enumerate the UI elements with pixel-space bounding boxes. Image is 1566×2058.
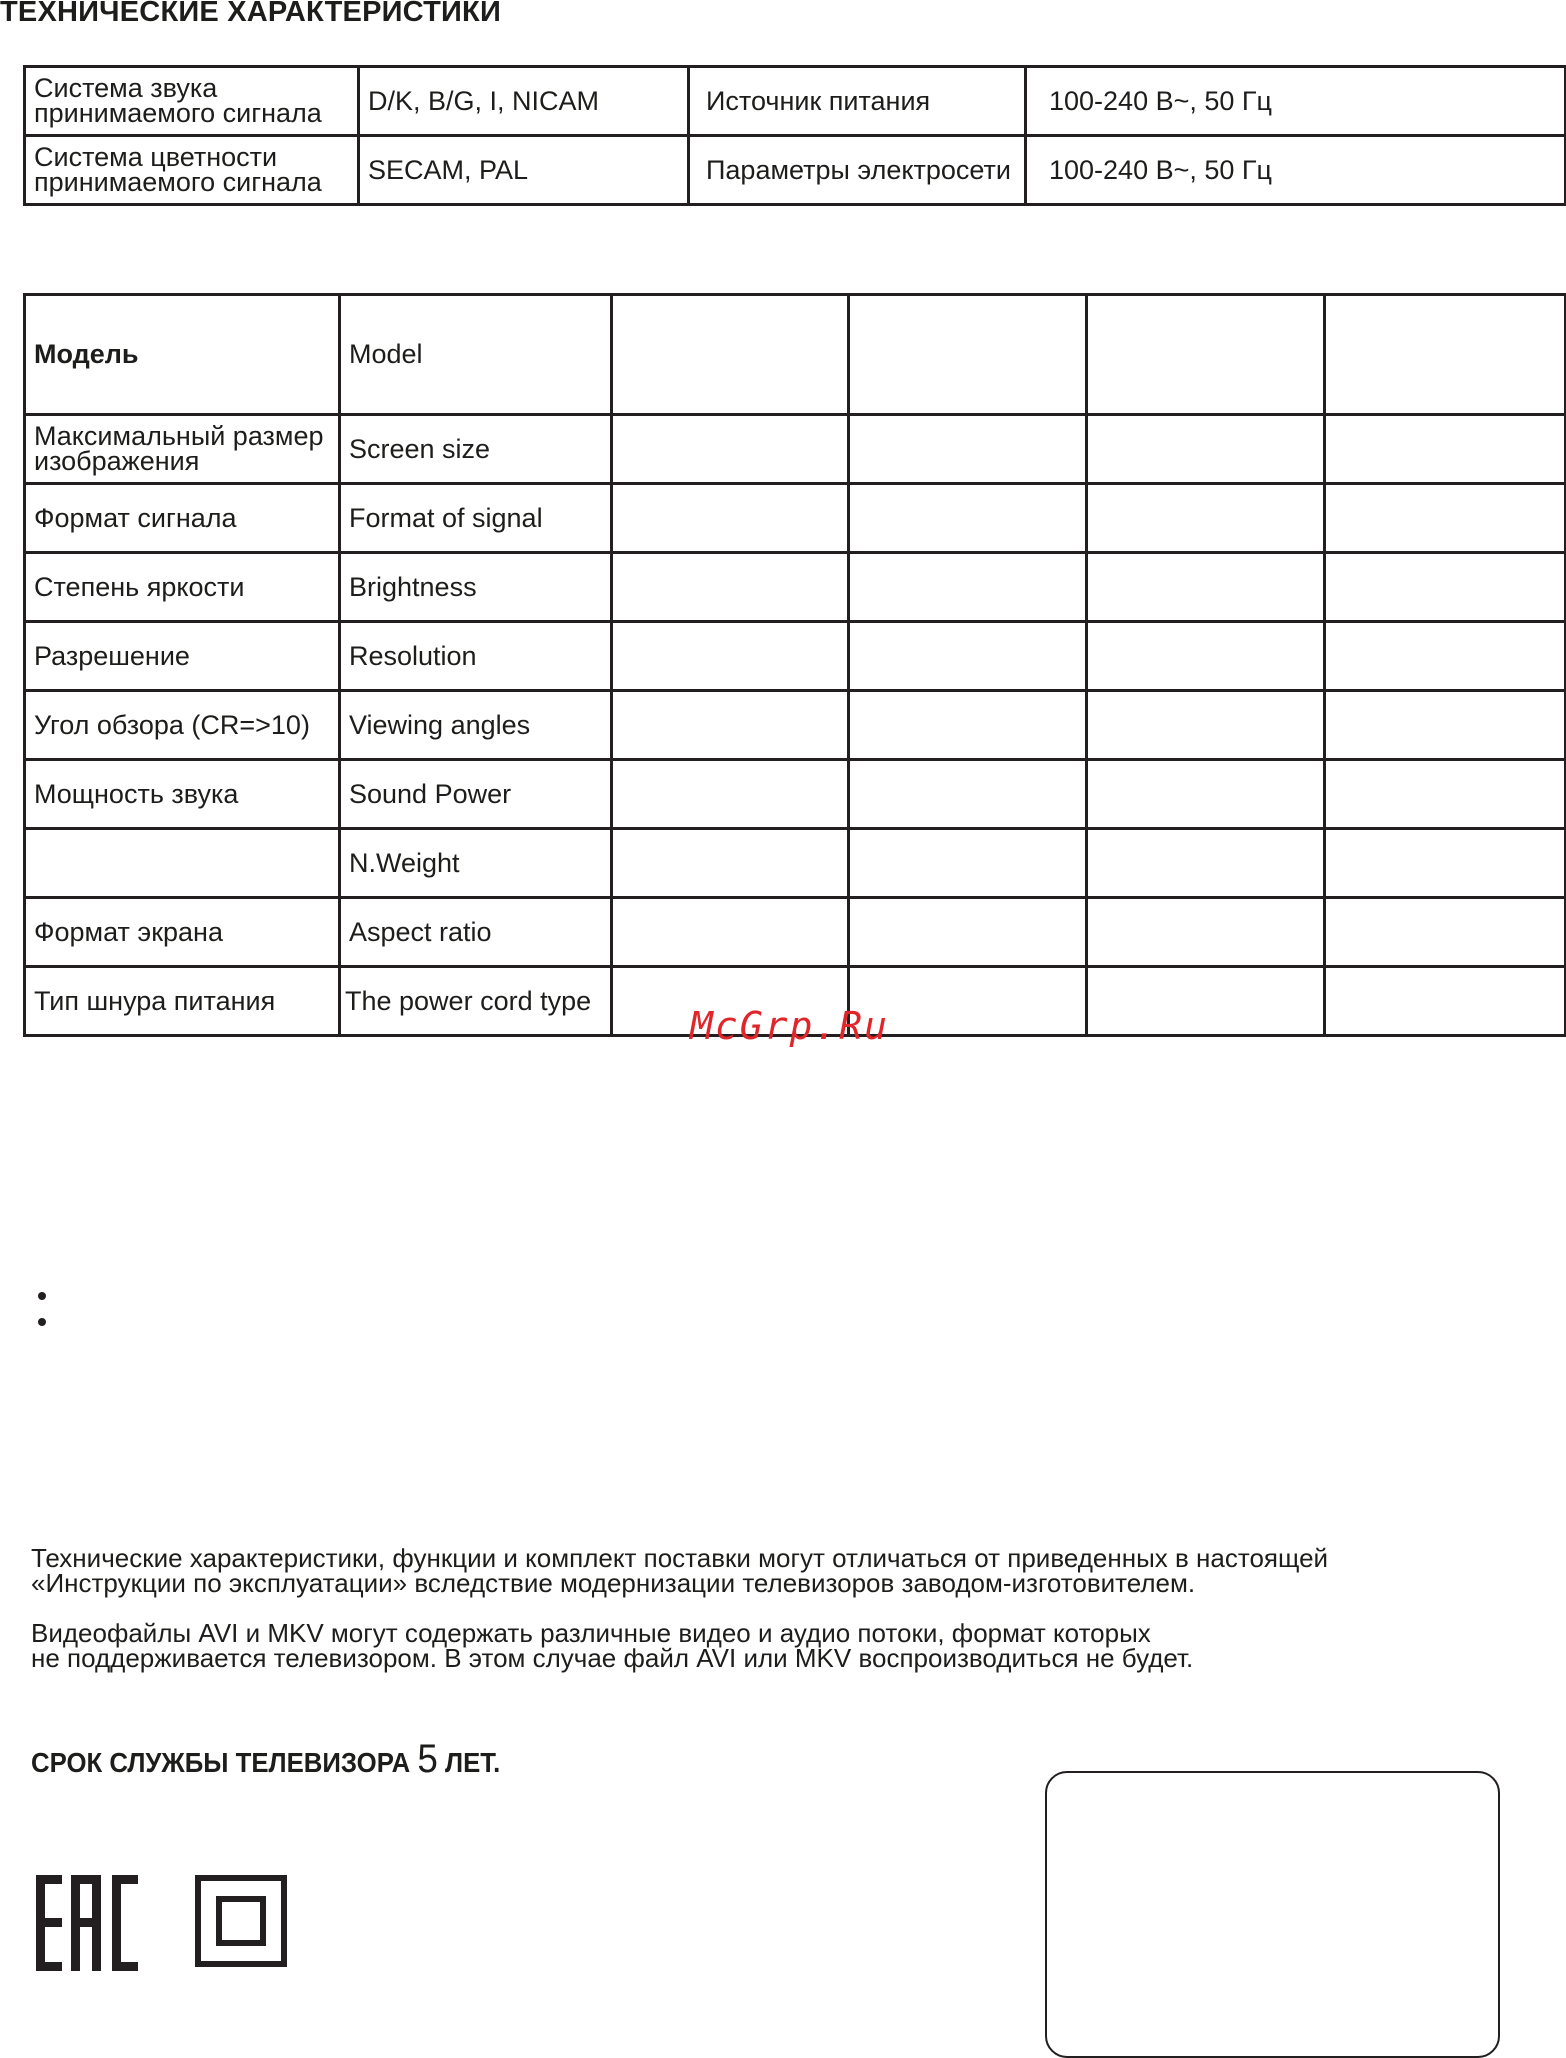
- table-row: [25, 415, 1566, 484]
- table-cell: Источник питания: [689, 67, 1026, 136]
- value-cell: [1087, 760, 1325, 829]
- value-cell: [1325, 898, 1566, 967]
- table-row: [25, 760, 1566, 829]
- value-cell: [849, 898, 1087, 967]
- value-cell: [849, 295, 1087, 415]
- value-cell: [612, 622, 849, 691]
- table-cell: 100-240 В~, 50 Гц: [1026, 136, 1566, 205]
- bullet-dot: [38, 1318, 46, 1326]
- value-cell: [1325, 622, 1566, 691]
- table-row: [25, 295, 1566, 415]
- spec-label-ru: Формат сигнала: [25, 484, 340, 553]
- table-row: [25, 898, 1566, 967]
- value-cell: [1325, 829, 1566, 898]
- value-cell: [1325, 691, 1566, 760]
- spec-label-ru: Тип шнура питания: [25, 967, 340, 1036]
- spec-label-ru: [25, 829, 340, 898]
- spec-label-ru: Формат экрана: [25, 898, 340, 967]
- table-cell: Система звука принимаемого сигнала: [25, 67, 359, 136]
- table-cell: SECAM, PAL: [359, 136, 689, 205]
- value-cell: [1087, 295, 1325, 415]
- spec-label-en: Viewing angles: [340, 691, 612, 760]
- value-cell: [612, 553, 849, 622]
- signal-power-table: [23, 65, 1566, 206]
- value-cell: [612, 898, 849, 967]
- spec-label-en: Screen size: [340, 415, 612, 484]
- spec-label-ru: Модель: [25, 295, 340, 415]
- spec-label-en: Sound Power: [340, 760, 612, 829]
- value-cell: [1325, 415, 1566, 484]
- service-life-years: 5: [417, 1737, 438, 1781]
- value-cell: [612, 760, 849, 829]
- table-cell: Система цветности принимаемого сигнала: [25, 136, 359, 205]
- value-cell: [849, 760, 1087, 829]
- spec-label-en: Aspect ratio: [340, 898, 612, 967]
- note-line: не поддерживается телевизором. В этом случае файл AVI или MKV воспроизводиться не будет.: [31, 1643, 1194, 1673]
- value-cell: [1087, 967, 1325, 1036]
- spec-label-en: Format of signal: [340, 484, 612, 553]
- table-row: [25, 67, 1566, 136]
- double-insulation-icon: [195, 1875, 287, 1967]
- table-row: [25, 622, 1566, 691]
- value-cell: [1087, 829, 1325, 898]
- spec-label-ru: Мощность звука: [25, 760, 340, 829]
- spec-table: [23, 293, 1566, 1037]
- service-life-suffix: ЛЕТ.: [445, 1747, 501, 1778]
- value-cell: [612, 295, 849, 415]
- value-cell: [1087, 622, 1325, 691]
- value-cell: [849, 415, 1087, 484]
- table-cell: D/K, B/G, I, NICAM: [359, 67, 689, 136]
- table-row: [25, 553, 1566, 622]
- spec-label-en: Brightness: [340, 553, 612, 622]
- value-cell: [1325, 484, 1566, 553]
- value-cell: [612, 415, 849, 484]
- label-area: [1045, 1771, 1500, 2058]
- value-cell: [612, 484, 849, 553]
- value-cell: [1087, 484, 1325, 553]
- watermark-text: McGrp.Ru: [690, 1004, 890, 1048]
- value-cell: [849, 691, 1087, 760]
- table-row: [25, 136, 1566, 205]
- value-cell: [1087, 898, 1325, 967]
- spec-label-ru: Угол обзора (CR=>10): [25, 691, 340, 760]
- spec-label-ru: Максимальный размер изображения: [25, 415, 340, 484]
- spec-label-ru: Степень яркости: [25, 553, 340, 622]
- value-cell: [849, 829, 1087, 898]
- service-life: [31, 1737, 500, 1782]
- value-cell: [1087, 691, 1325, 760]
- table-row: [25, 829, 1566, 898]
- page-title: ТЕХНИЧЕСКИЕ ХАРАКТЕРИСТИКИ: [0, 0, 502, 28]
- value-cell: [849, 622, 1087, 691]
- value-cell: [612, 691, 849, 760]
- value-cell: [1087, 415, 1325, 484]
- value-cell: [1325, 967, 1566, 1036]
- value-cell: [1087, 553, 1325, 622]
- note-line: Технические характеристики, функции и комплект поставки могут отличаться от приведенных в настоящей: [31, 1543, 1329, 1573]
- spec-label-en: Resolution: [340, 622, 612, 691]
- note-line: Видеофайлы AVI и MKV могут содержать различные видео и аудио потоки, формат которых: [31, 1618, 1151, 1648]
- spec-label-ru: Разрешение: [25, 622, 340, 691]
- table-cell: Параметры электросети: [689, 136, 1026, 205]
- value-cell: [849, 553, 1087, 622]
- value-cell: [612, 829, 849, 898]
- value-cell: [1325, 553, 1566, 622]
- spec-label-en: The power cord type: [340, 967, 612, 1036]
- table-cell: 100-240 В~, 50 Гц: [1026, 67, 1566, 136]
- spec-label-en: N.Weight: [340, 829, 612, 898]
- bullet-dot: [38, 1292, 46, 1300]
- service-life-prefix: СРОК СЛУЖБЫ ТЕЛЕВИЗОРА: [31, 1747, 411, 1778]
- note-line: «Инструкции по эксплуатации» вследствие модернизации телевизоров заводом-изготовителем.: [31, 1568, 1196, 1598]
- table-row: [25, 691, 1566, 760]
- value-cell: [849, 484, 1087, 553]
- table-row: [25, 484, 1566, 553]
- value-cell: [1325, 760, 1566, 829]
- eac-mark-icon: [36, 1875, 138, 1971]
- spec-label-en: Model: [340, 295, 612, 415]
- value-cell: [1325, 295, 1566, 415]
